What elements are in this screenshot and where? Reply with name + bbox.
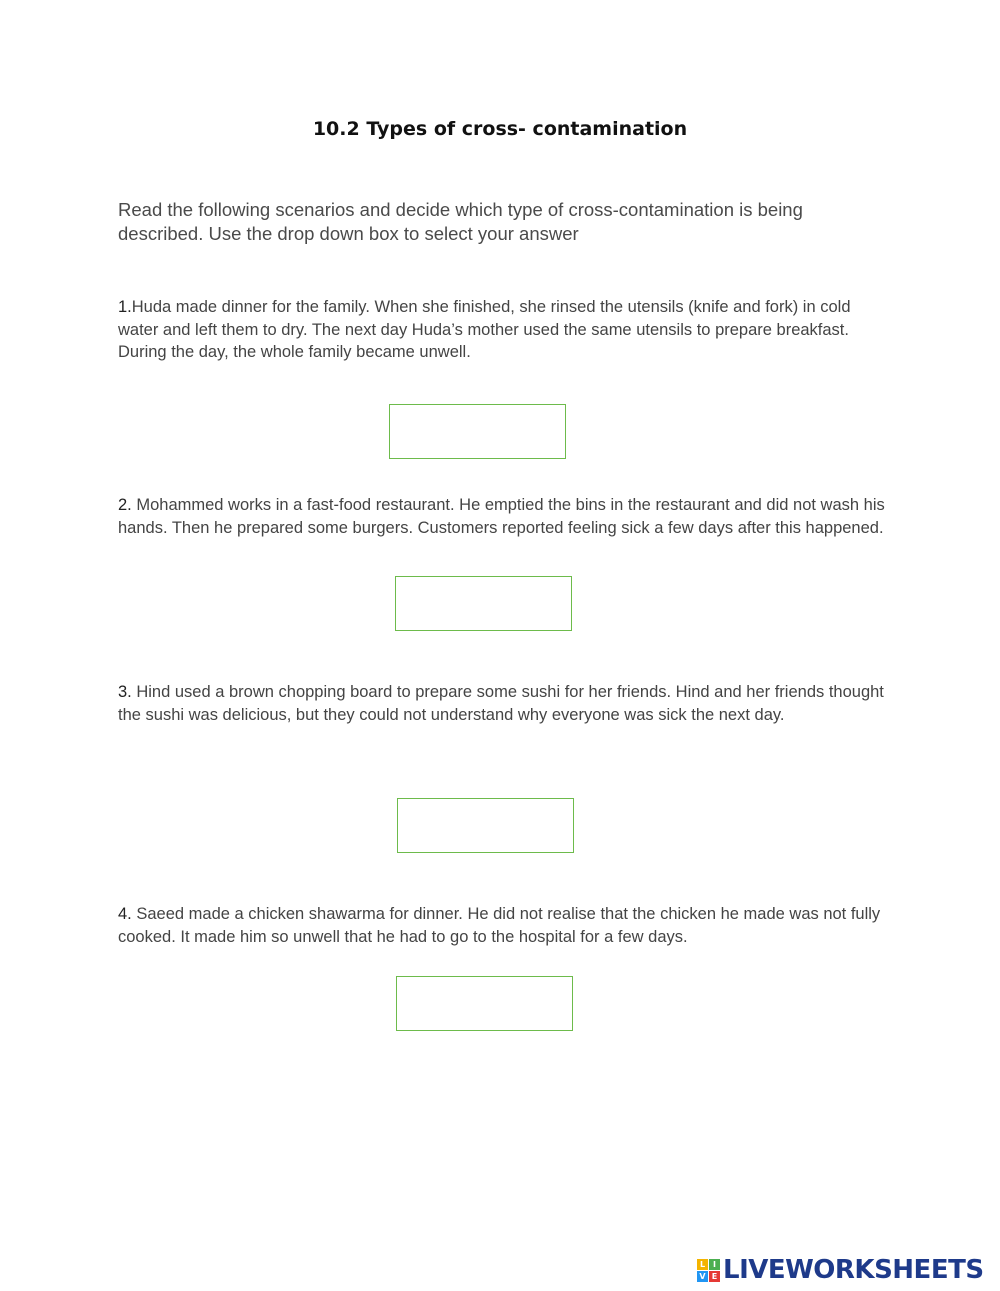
answer-dropdown-4[interactable] bbox=[396, 976, 573, 1031]
answer-dropdown-1[interactable] bbox=[389, 404, 566, 459]
scenario-2-text: Mohammed works in a fast-food restaurant. He emptied the bins in the restaurant and did not wash his hands. Then he prepared some burgers. Customers reported feeling sick a few days after this happened. bbox=[118, 496, 885, 537]
answer-dropdown-3[interactable] bbox=[397, 798, 574, 853]
scenario-1 bbox=[118, 296, 888, 364]
scenario-3-text: Hind used a brown chopping board to prepare some sushi for her friends. Hind and her friends thought the sushi was delicious, but they could not understand why everyone was sick the next day. bbox=[118, 683, 884, 724]
scenario-3-number: 3. bbox=[118, 683, 132, 701]
liveworksheets-logo-mark-icon bbox=[697, 1259, 720, 1282]
scenario-2 bbox=[118, 494, 888, 539]
logo-mark-letter: V bbox=[697, 1271, 708, 1282]
answer-dropdown-2[interactable] bbox=[395, 576, 572, 631]
liveworksheets-logo-text: LIVEWORKSHEETS bbox=[723, 1255, 984, 1285]
logo-mark-letter: L bbox=[697, 1259, 708, 1270]
scenario-4-text: Saeed made a chicken shawarma for dinner. He did not realise that the chicken he made was not fully cooked. It made him so unwell that he had to go to the hospital for a few days. bbox=[118, 905, 881, 946]
logo-mark-letter: E bbox=[709, 1271, 720, 1282]
logo-mark-letter: I bbox=[709, 1259, 720, 1270]
scenario-1-text: Huda made dinner for the family. When she finished, she rinsed the utensils (knife and fork) in cold water and left them to dry. The next day Huda’s mother used the same utensils to prepare breakfast. During the day, the whole family became unwell. bbox=[118, 298, 851, 361]
instructions-text: Read the following scenarios and decide which type of cross-contamination is being described. Use the drop down box to select your answer bbox=[118, 199, 803, 244]
scenario-2-number: 2. bbox=[118, 496, 132, 514]
worksheet-title: 10.2 Types of cross- contamination bbox=[312, 118, 688, 140]
liveworksheets-logo bbox=[697, 1254, 984, 1286]
scenario-3 bbox=[118, 681, 888, 726]
scenario-4 bbox=[118, 903, 888, 948]
scenario-1-number: 1. bbox=[118, 298, 132, 316]
scenario-4-number: 4. bbox=[118, 905, 132, 923]
